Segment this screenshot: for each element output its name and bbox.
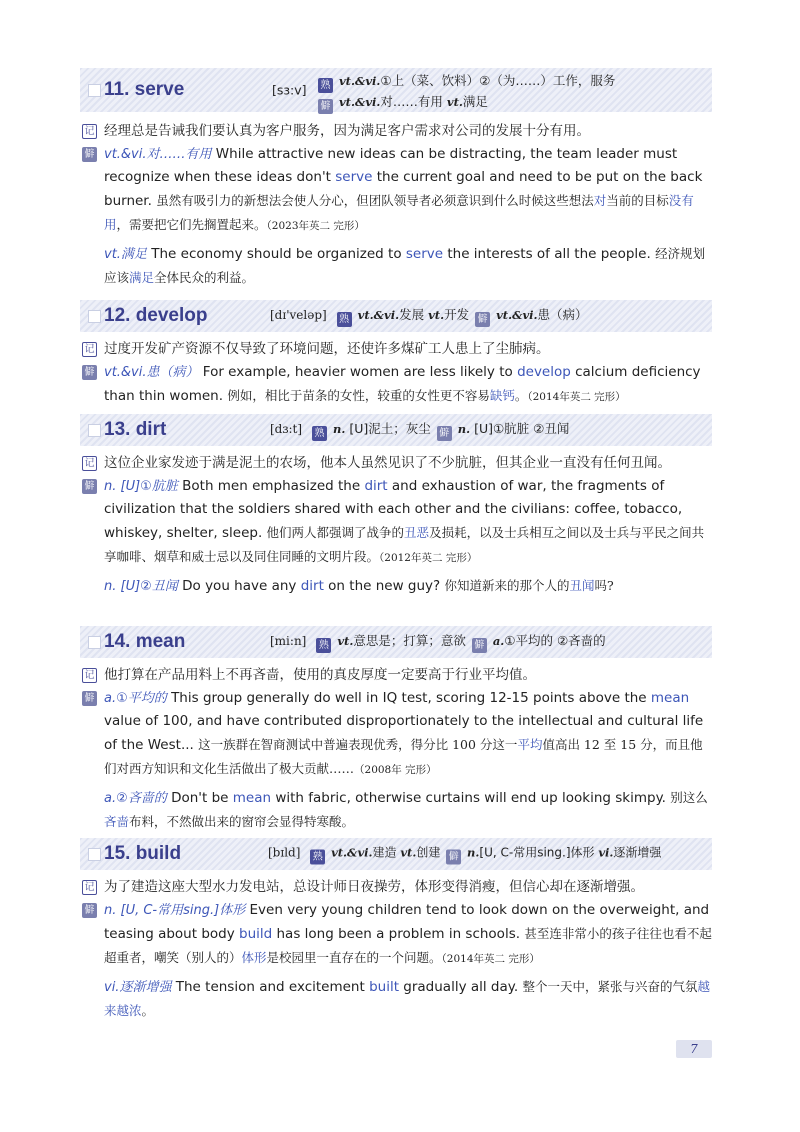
memory-line: 记 这位企业家发迹于满是泥土的农场，他本人虽然见识了不少肮脏，但其企业一直没有任何丑闻。 [80, 452, 712, 475]
checkbox-square-icon [88, 84, 101, 97]
checkbox-square-icon [88, 636, 101, 649]
pi-tag-icon: 僻 [82, 479, 97, 494]
sense-line-2: 僻 vt.&vi.对……有用 vt.满足 [316, 92, 488, 114]
entry-header-band [80, 838, 712, 870]
memory-line: 记 他打算在产品用料上不再吝啬，使用的真皮厚度一定要高于行业平均值。 [80, 664, 712, 687]
example-sense-1: 僻 vt.&vi.对……有用 While attractive new ideas can be distracting, the team leader must recognize when these ideas don't serve the current goal and need to be put on the back burner. 虽然有吸引力的新想法会使人分心，但团队领导者必须意识到什么时候这些想法对当前的目标没有用，需要把它们先搁置起来。（2023年英二 完形） [80, 143, 712, 238]
entry-header-band [80, 68, 712, 112]
pi-tag-icon: 僻 [82, 903, 97, 918]
ji-tag-icon: 记 [82, 124, 97, 139]
checkbox-square-icon [88, 424, 101, 437]
checkbox-square-icon [88, 310, 101, 323]
shu-tag-icon: 熟 [337, 312, 352, 327]
ji-tag-icon: 记 [82, 342, 97, 357]
entry-build [80, 838, 712, 1023]
entry-header-band [80, 300, 712, 332]
example-sense-2: vi.逐渐增强 The tension and excitement built gradually all day. 整个一天中，紧张与兴奋的气氛越来越浓。 [104, 979, 710, 1018]
pi-tag-icon: 僻 [472, 638, 487, 653]
entry-serve [80, 68, 712, 290]
page-number: 7 [676, 1040, 712, 1058]
ji-tag-icon: 记 [82, 880, 97, 895]
shu-tag-icon: 熟 [316, 638, 331, 653]
shu-tag-icon: 熟 [312, 426, 327, 441]
memory-line: 记 经理总是告诫我们要认真为客户服务，因为满足客户需求对公司的发展十分有用。 [80, 120, 712, 143]
example-sense-2: n. [U]②丑闻 Do you have any dirt on the new guy? 你知道新来的那个人的丑闻吗? [104, 578, 614, 594]
pi-tag-icon: 僻 [82, 691, 97, 706]
headword: 12. develop [104, 305, 208, 326]
example-sense-1: 僻 n. [U, C-常用sing.]体形 Even very young children tend to look down on the overweight, and teasing about body build has long been a problem in schools. 甚至连非常小的孩子往往也看不起超重者，嘲笑（别人的）体形是校园里一直存在的一个问题。（2014年英二 完形） [80, 899, 712, 971]
pi-tag-icon: 僻 [318, 99, 333, 114]
checkbox-square-icon [88, 848, 101, 861]
header-senses: [dɪ'veləp] 熟 vt.&vi.发展 vt.开发 僻 vt.&vi.患（病） [270, 307, 588, 325]
example-sense-2: a.②吝啬的 Don't be mean with fabric, otherwise curtains will end up looking skimpy. 别这么吝啬布料，不然做出来的窗帘会显得特寒酸。 [104, 790, 708, 829]
entry-header-band [80, 626, 712, 658]
ji-tag-icon: 记 [82, 456, 97, 471]
pi-tag-icon: 僻 [475, 312, 490, 327]
example-sense-1: 僻 vt.&vi.患（病） For example, heavier women are less likely to develop calcium deficiency than thin women. 例如，相比于苗条的女性，较重的女性更不容易缺钙。（2014年英二 完形） [80, 361, 712, 409]
example-sense-1: 僻 n. [U]①肮脏 Both men emphasized the dirt and exhaustion of war, the fragments of civilization that the soldiers shared with each other and the civilians: coffee, tobacco, whiskey, shelter, sleep. 他们两人都强调了战争的丑恶及损耗，以及士兵相互之间以及士兵与平民之间共享咖啡、烟草和威士忌以及同住同睡的文明片段。（2012年英二 完形） [80, 475, 712, 570]
headword: 13. dirt [104, 419, 167, 440]
headword: 15. build [104, 843, 182, 864]
entry-dirt [80, 414, 712, 598]
shu-tag-icon: 熟 [310, 850, 325, 865]
sense-line-1: 熟 vt.&vi.①上（菜、饮料）②（为……）工作，服务 [316, 71, 615, 93]
phonetic: [sɜ:v] [272, 82, 307, 98]
pi-tag-icon: 僻 [82, 147, 97, 162]
example-sense-2: vt.满足 The economy should be organized to serve the interests of all the people. 经济规划应该满足全体民众的利益。 [104, 246, 706, 285]
header-senses: [mi:n] 熟 vt.意思是；打算；意欲 僻 a.①平均的 ②吝啬的 [270, 633, 606, 651]
memory-line: 记 过度开发矿产资源不仅导致了环境问题，还使许多煤矿工人患上了尘肺病。 [80, 338, 712, 361]
entry-header-band [80, 414, 712, 446]
shu-tag-icon: 熟 [318, 78, 333, 93]
entry-mean [80, 626, 712, 834]
pi-tag-icon: 僻 [82, 365, 97, 380]
memory-line: 记 为了建造这座大型水力发电站，总设计师日夜操劳，体形变得消瘦，但信心却在逐渐增强。 [80, 876, 712, 899]
header-senses: [dɜ:t] 熟 n. [U]泥土；灰尘 僻 n. [U]①肮脏 ②丑闻 [270, 421, 570, 439]
pi-tag-icon: 僻 [437, 426, 452, 441]
headword: 14. mean [104, 631, 186, 652]
pi-tag-icon: 僻 [446, 850, 461, 865]
header-senses: [bɪld] 熟 vt.&vi.建造 vt.创建 僻 n.[U, C-常用sing.]体形 vi.逐渐增强 [268, 845, 662, 863]
ji-tag-icon: 记 [82, 668, 97, 683]
example-sense-1: 僻 a.①平均的 This group generally do well in IQ test, scoring 12-15 points above the mean value of 100, and have contributed disproportionately to the intellectual and cultural life of the West... 这一族群在智商测试中普遍表现优秀，得分比 100 分这一平均值高出 12 至 15 分，而且他们对西方知识和文化生活做出了极大贡献……（2008年 完形） [80, 687, 712, 782]
headword: 11. serve [104, 79, 185, 100]
entry-develop [80, 300, 712, 409]
